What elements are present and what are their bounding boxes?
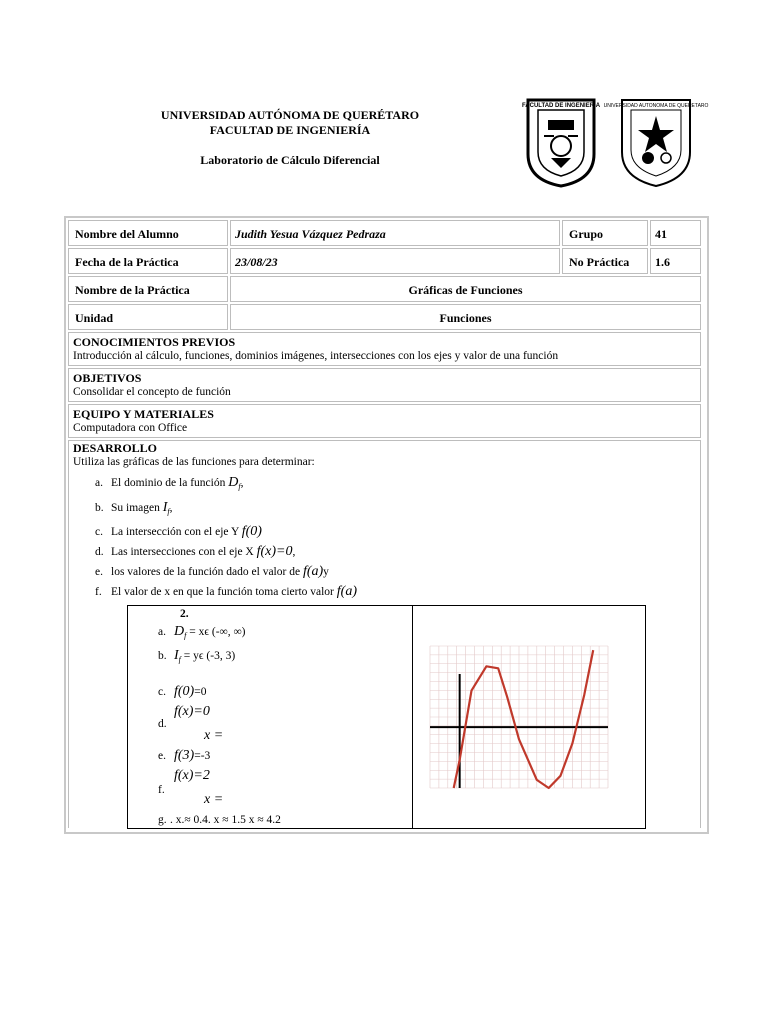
- practice-name-label: Nombre de la Práctica: [68, 276, 228, 302]
- objectives-section: [68, 368, 701, 402]
- equipment-section: [68, 404, 701, 438]
- function-graph: [424, 642, 614, 792]
- practice-number-label: No Práctica: [562, 248, 648, 274]
- svg-text:UNIVERSIDAD AUTONOMA DE QUERET: UNIVERSIDAD AUTONOMA DE QUERETARO: [603, 103, 709, 109]
- answer-f-mark: f.: [158, 784, 165, 796]
- exercise-divider: [412, 606, 413, 828]
- exercise-number: 2.: [180, 608, 189, 620]
- equipment-body: Computadora con Office: [73, 422, 188, 434]
- university-name: UNIVERSIDAD AUTÓNOMA DE QUERÉTARO: [160, 108, 420, 122]
- group-value: 41: [650, 220, 701, 246]
- answer-c: c. f(0)=0: [158, 684, 207, 699]
- practice-sheet: [64, 216, 709, 834]
- unit-label: Unidad: [68, 304, 228, 330]
- answer-e: e. f(3)=-3: [158, 748, 211, 763]
- instruction-e: e. los valores de la función dado el valor de f(a)y: [95, 564, 329, 579]
- practice-date-value: 23/08/23: [230, 248, 560, 274]
- practice-number-value: 1.6: [650, 248, 701, 274]
- engineering-faculty-seal-icon: [518, 96, 604, 188]
- svg-text:FACULTAD DE INGENIERIA: FACULTAD DE INGENIERIA: [521, 103, 601, 109]
- equipment-title: EQUIPO Y MATERIALES: [73, 407, 214, 421]
- answer-d-mark: d.: [158, 718, 167, 730]
- objectives-title: OBJETIVOS: [73, 371, 142, 385]
- answer-d-line2: x =: [204, 728, 224, 743]
- exercise-box: [127, 605, 646, 829]
- instruction-a: a. El dominio de la función $D_f$,: [95, 475, 244, 491]
- student-name-label: Nombre del Alumno: [68, 220, 228, 246]
- answer-a: a. $D_f = x\epsilon$ (-∞, ∞): [158, 624, 246, 640]
- answer-d-line1: f(x)=0: [174, 704, 210, 719]
- lab-name: Laboratorio de Cálculo Diferencial: [200, 153, 380, 167]
- answer-f-line2: x =: [204, 792, 224, 807]
- answer-f-line1: f(x)=2: [174, 768, 210, 783]
- uaq-university-seal-icon: [603, 96, 709, 188]
- practice-date-label: Fecha de la Práctica: [68, 248, 228, 274]
- answer-g: g. . x.≈ 0.4. x ≈ 1.5 x ≈ 4.2: [158, 814, 281, 826]
- instruction-d: d. Las intersecciones con el eje X f(x)=0,: [95, 544, 296, 559]
- practice-name-value: Gráficas de Funciones: [230, 276, 701, 302]
- development-section: [68, 440, 701, 828]
- group-label: Grupo: [562, 220, 648, 246]
- instruction-f: f. El valor de x en que la función toma cierto valor f(a): [95, 584, 357, 599]
- student-name-value: Judith Yesua Vázquez Pedraza: [230, 220, 560, 246]
- instruction-c: c. La intersección con el eje Y f(0): [95, 524, 262, 539]
- prior-knowledge-section: [68, 332, 701, 366]
- objectives-body: Consolidar el concepto de función: [73, 386, 231, 398]
- prior-knowledge-title: CONOCIMIENTOS PREVIOS: [73, 335, 236, 349]
- unit-value: Funciones: [230, 304, 701, 330]
- faculty-name: FACULTAD DE INGENIERÍA: [209, 123, 371, 137]
- document-header: [0, 0, 768, 210]
- development-title: DESARROLLO: [73, 441, 158, 455]
- instruction-b: b. Su imagen $I_f$,: [95, 500, 173, 516]
- development-intro: Utiliza las gráficas de las funciones para determinar:: [73, 456, 315, 468]
- prior-knowledge-body: Introducción al cálculo, funciones, dominios imágenes, intersecciones con los ejes y valor de una función: [73, 350, 559, 362]
- answer-b: b. $I_f = y\epsilon$ (-3, 3): [158, 648, 236, 664]
